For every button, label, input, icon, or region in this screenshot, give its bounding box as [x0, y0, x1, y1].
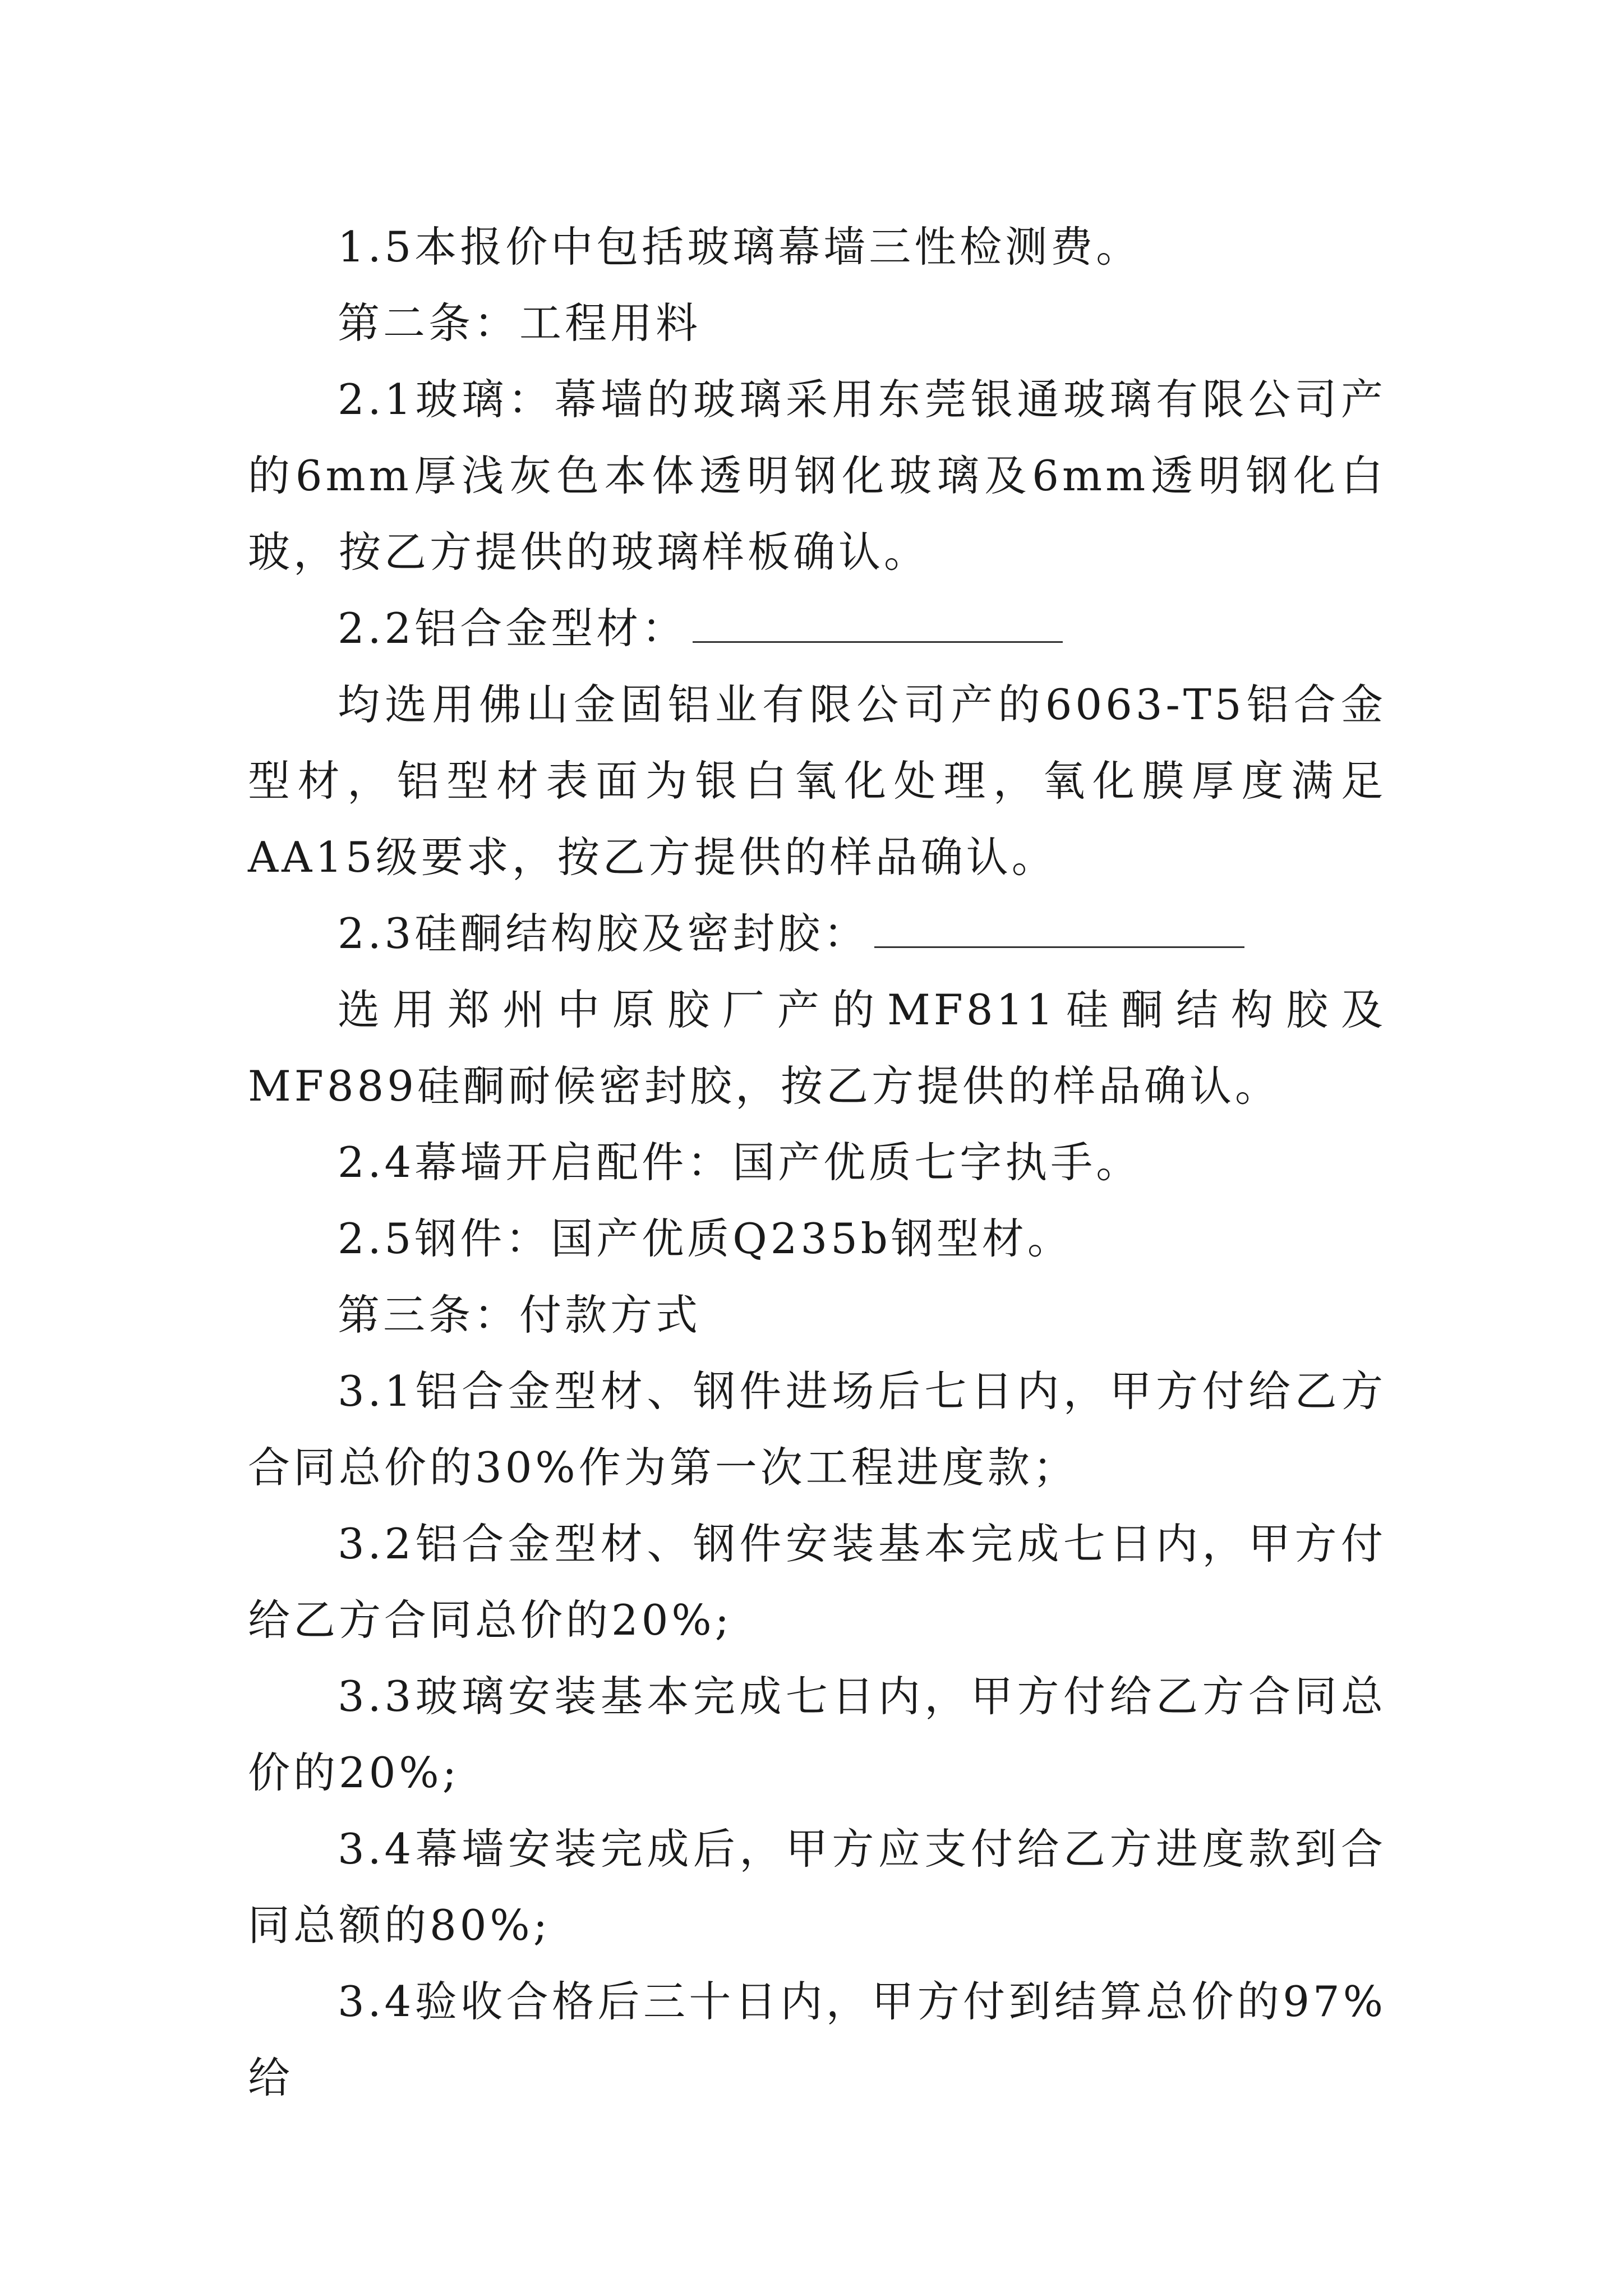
paragraph-3-1: 3.1铝合金型材、钢件进场后七日内，甲方付给乙方合同总价的30%作为第一次工程进度款；: [248, 1366, 1386, 1492]
paragraph-3-3: 3.3玻璃安装基本完成七日内，甲方付给乙方合同总价的20%;: [248, 1672, 1386, 1797]
paragraph-2-2: [248, 590, 1386, 666]
paragraph-3-4-a: 3.4幕墙安装完成后，甲方应支付给乙方进度款到合同总额的80%;: [248, 1824, 1386, 1950]
paragraph-3-4-b: 3.4验收合格后三十日内，甲方付到结算总价的97%给: [248, 1977, 1386, 2102]
blank-line-2-3: [874, 907, 1244, 948]
document-body: [248, 209, 1386, 2116]
paragraph-2-3-detail: 选用郑州中原胶厂产的MF811硅酮结构胶及MF889硅酮耐候密封胶，按乙方提供的样品确认。: [248, 985, 1386, 1111]
paragraph-2-4: 2.4幕墙开启配件：国产优质七字执手。: [338, 1138, 1142, 1187]
paragraph-1-5: 1.5本报价中包括玻璃幕墙三性检测费。: [338, 222, 1142, 272]
paragraph-3-2: 3.2铝合金型材、钢件安装基本完成七日内，甲方付给乙方合同总价的20%;: [248, 1519, 1386, 1645]
paragraph-2-2-detail: 均选用佛山金固铝业有限公司产的6063-T5铝合金型材，铝型材表面为银白氧化处理，氧化膜厚度满足AA15级要求，按乙方提供的样品确认。: [248, 680, 1386, 882]
paragraph-2-2-text: 2.2铝合金型材：: [338, 604, 688, 653]
blank-line-2-2: [693, 602, 1063, 643]
heading-article-3: 第三条：付款方式: [338, 1290, 702, 1340]
paragraph-2-1: 2.1玻璃：幕墙的玻璃采用东莞银通玻璃有限公司产的6mm厚浅灰色本体透明钢化玻璃及6mm透明钢化白玻，按乙方提供的玻璃样板确认。: [248, 375, 1386, 577]
paragraph-2-3: [248, 895, 1386, 972]
paragraph-2-5: 2.5钢件：国产优质Q235b钢型材。: [338, 1214, 1073, 1263]
heading-article-2: 第二条：工程用料: [338, 298, 702, 348]
paragraph-2-3-text: 2.3硅酮结构胶及密封胶：: [338, 909, 869, 958]
